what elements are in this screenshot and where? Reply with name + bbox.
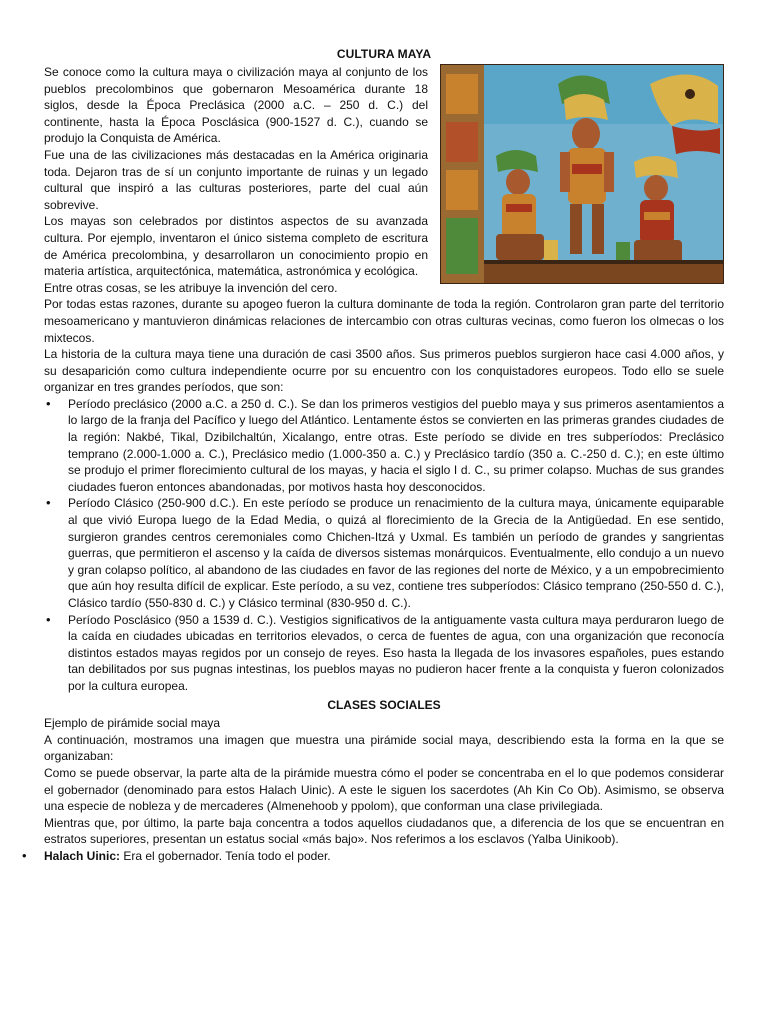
social-paragraph-2: Como se puede observar, la parte alta de la pirámide muestra cómo el poder se concentraba en el lo que podemos considerar el gobernador (denominado para estos Halach Uinic). A este le siguen los sacerdotes (Ah Kin Co Ob). Asimismo, se observa una especie de nobleza y de mercaderes (Almenehoob y ppolom), que conforman una clase privilegiada. — [44, 765, 724, 814]
halach-uinic-text: Era el gobernador. Tenía todo el poder. — [120, 848, 331, 863]
body-paragraph-1: Por todas estas razones, durante su apogeo fueron la cultura dominante de toda la región. Controlaron gran parte del territorio mesoamericano y mantuvieron dinámicas relaciones de intercambio con otras culturas vecinas, como fueron los olmecas o los mixtecos. — [44, 297, 724, 345]
halach-uinic-label: Halach Uinic: — [44, 848, 121, 863]
period-preclassic: • Período preclásico (2000 a.C. a 250 d. C.). Se dan los primeros vestigios del pueblo maya y sus primeros asentamientos a lo largo de la franja del Pacífico y luego del Atlántico. Lentamente éstos se convierten en las primeras grandes ciudades de la región: Nakbé, Tikal, Dzibilchaltún, Xicalango, entre otras. Este período se divide en tres subperíodos: Preclásico temprano (2.000-1.000 a. C.), Preclásico medio (1.000-350 a. C.) y Preclásico tardío (350 a. C.-250 d. C.); en este último se produjo el primer florecimiento cultural de los mayas, y hacia el siglo I d. C., su primer colapso. Muchas de sus grandes ciudades fueron entonces abandonadas, por motivos hasta hoy desconocidos. — [68, 396, 724, 496]
intro-paragraph-4: Entre otras cosas, se les atribuye la invención del cero. — [44, 280, 338, 295]
social-pyramid-subheading: Ejemplo de pirámide social maya — [44, 716, 221, 731]
intro-section — [44, 64, 724, 296]
halach-uinic-bullet — [22, 847, 724, 865]
social-paragraph-1: A continuación, mostramos una imagen que muestra una pirámide social maya, describiendo esta la forma en la que se organizaban: — [44, 732, 724, 764]
document-page — [22, 46, 724, 865]
periods-list — [44, 396, 724, 695]
maya-mural-image — [440, 64, 724, 284]
bullet-icon: • — [22, 847, 27, 863]
social-classes-heading: CLASES SOCIALES — [327, 697, 441, 712]
document-title: CULTURA MAYA — [336, 47, 432, 61]
social-paragraph-3: Mientras que, por último, la parte baja concentra a todos aquellos ciudadanos que, a diferencia de los que se encuentran en estratos superiores, presentan un estatus social «más bajo». Nos referimos a los esclavos (Yalba Uinikoob). — [44, 815, 724, 847]
body-paragraph-2: La historia de la cultura maya tiene una duración de casi 3500 años. Sus primeros pueblos surgieron hace casi 4.000 años, y su desaparición como cultura independiente ocurre por su encuentro con los conquistadores europeos. Todo ello se suele organizar en tres grandes períodos, que son: — [44, 347, 724, 395]
period-postclassic: • Período Posclásico (950 a 1539 d. C.). Vestigios significativos de la antiguamente vasta cultura maya perduraron luego de la caída en ciudades ubicadas en territorios elevados, o cerca de fuentes de agua, con una organización que reconocía distintos estados mayas regidos por un consejo de reyes. Eso hasta la llegada de los invasores españoles, pues estando tan debilitados por sus pugnas intestinas, los pueblos mayas no pudieron hacer frente a la conquista y fueron colonizados por la cultura europea. — [68, 612, 724, 695]
period-classic: • Período Clásico (250-900 d.C.). En este período se produce un renacimiento de la cultura maya, únicamente equiparable al que vivió Europa luego de la Edad Media, o quizá al florecimiento de la Grecia de la Antigüedad. En ese sentido, surgieron grandes centros ceremoniales como Chichen-Itzá y Uxmal. Es también un período de grandes y sangrientas guerras, que permitieron el ascenso y la caída de diversos sistemas monárquicos. Eventualmente, ello condujo a un nuevo y gran colapso político, al abandono de las ciudades en favor de las regiones del norte de México, y a un empobrecimiento que aún hoy resulta difícil de explicar. Este período, a su vez, contiene tres subperíodos: Clásico temprano (250-550 d. C.), Clásico tardío (550-830 d. C.) y Clásico terminal (830-950 d. C.). — [68, 495, 724, 611]
intro-paragraph-2: Fue una de las civilizaciones más destacadas en la América originaria toda. Dejaron tras de sí un conjunto importante de ruinas y un legado cultural que inspiró a las culturas posteriores, parte del cual aún sobrevive. — [44, 147, 428, 212]
intro-paragraph-3: Los mayas son celebrados por distintos aspectos de su avanzada cultura. Por ejemplo, inventaron el único sistema completo de escritura de América precolombina, y desarrollaron un conocimiento propio en materia artística, arquitectónica, matemática, astronómica y ecológica. — [44, 214, 428, 279]
intro-paragraph-1: Se conoce como la cultura maya o civilización maya al conjunto de los pueblos precolombinos que gobernaron Mesoamérica durante 18 siglos, desde la Época Preclásica (2000 a.C. – 250 d. C.) del continente, hasta la Época Posclásica (900-1527 d. C.), cuando se produjo la Conquista de América. — [44, 65, 428, 146]
